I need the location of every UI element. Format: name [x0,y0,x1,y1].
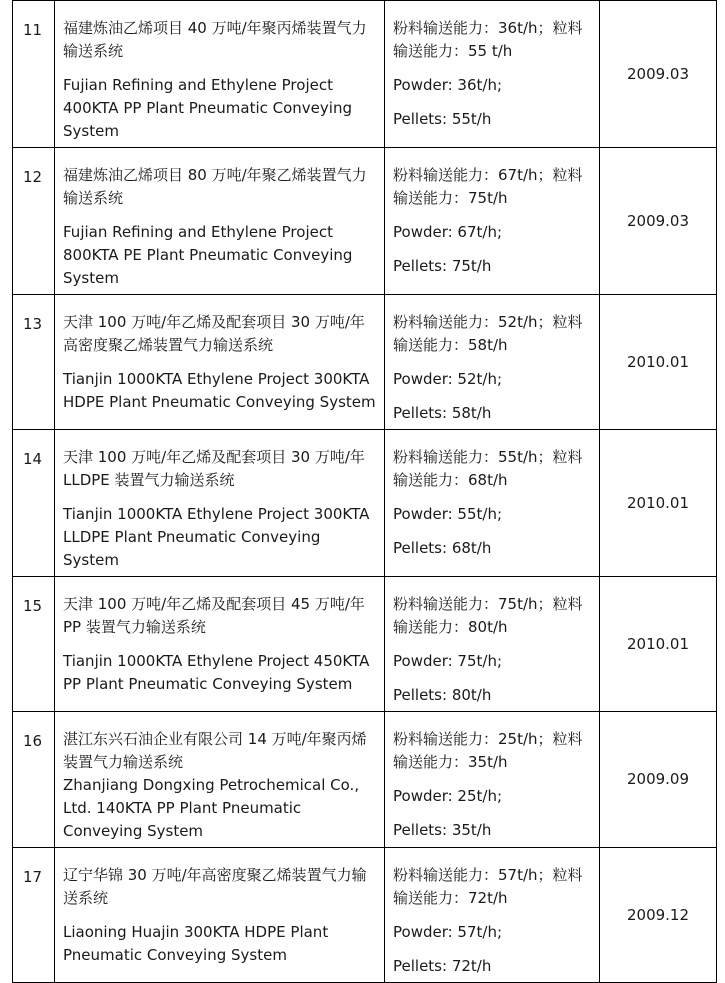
row-number: 14 [13,430,55,577]
row-number: 11 [13,1,55,148]
capacity-pellets: Pellets: 72t/h [393,957,492,975]
project-name-zh: 福建炼油乙烯项目 40 万吨/年聚丙烯装置气力输送系统 [63,19,367,60]
project-name-zh: 湛江东兴石油企业有限公司 14 万吨/年聚丙烯装置气力输送系统 [63,730,367,771]
capacity-cell [385,430,600,577]
capacity-zh: 粉料输送能力：67t/h；粒料输送能力：75t/h [393,166,583,207]
project-name-zh: 天津 100 万吨/年乙烯及配套项目 30 万吨/年高密度聚乙烯装置气力输送系统 [63,313,365,354]
table-row [13,295,717,430]
capacity-pellets: Pellets: 35t/h [393,821,492,839]
project-cell [55,430,385,577]
project-name-en: Tianjin 1000KTA Ethylene Project 300KTA LLDPE Plant Pneumatic Conveying System [63,505,370,569]
project-name-en: Zhanjiang Dongxing Petrochemical Co., Ltd. 140KTA PP Plant Pneumatic Conveying System [63,776,360,840]
project-cell [55,848,385,983]
project-name-zh: 天津 100 万吨/年乙烯及配套项目 45 万吨/年 PP 装置气力输送系统 [63,595,365,636]
table-row [13,148,717,295]
row-number: 17 [13,848,55,983]
table-row [13,577,717,712]
capacity-zh: 粉料输送能力：36t/h；粒料输送能力：55 t/h [393,19,583,60]
project-name-zh: 辽宁华锦 30 万吨/年高密度聚乙烯装置气力输送系统 [63,866,367,907]
project-name-en: Liaoning Huajin 300KTA HDPE Plant Pneumatic Conveying System [63,923,329,964]
project-name-en: Tianjin 1000KTA Ethylene Project 450KTA PP Plant Pneumatic Conveying System [63,652,370,693]
capacity-powder: Powder: 55t/h; [393,505,503,523]
row-number: 15 [13,577,55,712]
completion-date: 2009.09 [600,712,717,848]
capacity-cell [385,148,600,295]
project-cell [55,1,385,148]
project-cell [55,148,385,295]
capacity-powder: Powder: 67t/h; [393,223,503,241]
capacity-cell [385,848,600,983]
row-number: 13 [13,295,55,430]
capacity-zh: 粉料输送能力：25t/h；粒料输送能力：35t/h [393,730,583,771]
completion-date: 2010.01 [600,430,717,577]
capacity-pellets: Pellets: 58t/h [393,404,492,422]
completion-date: 2010.01 [600,295,717,430]
completion-date: 2009.12 [600,848,717,983]
capacity-cell [385,577,600,712]
capacity-powder: Powder: 36t/h; [393,76,503,94]
project-reference-table [12,0,717,983]
project-name-en: Fujian Refining and Ethylene Project 400KTA PP Plant Pneumatic Conveying System [63,76,352,140]
completion-date: 2010.01 [600,577,717,712]
table-row [13,712,717,848]
capacity-pellets: Pellets: 80t/h [393,686,492,704]
capacity-cell [385,1,600,148]
capacity-powder: Powder: 52t/h; [393,370,503,388]
row-number: 12 [13,148,55,295]
completion-date: 2009.03 [600,1,717,148]
capacity-zh: 粉料输送能力：52t/h；粒料输送能力：58t/h [393,313,583,354]
capacity-pellets: Pellets: 75t/h [393,257,492,275]
project-cell [55,577,385,712]
project-name-zh: 天津 100 万吨/年乙烯及配套项目 30 万吨/年 LLDPE 装置气力输送系统 [63,448,365,489]
capacity-cell [385,295,600,430]
project-cell [55,712,385,848]
capacity-powder: Powder: 57t/h; [393,923,503,941]
project-name-en: Fujian Refining and Ethylene Project 800KTA PE Plant Pneumatic Conveying System [63,223,353,287]
capacity-pellets: Pellets: 68t/h [393,539,492,557]
capacity-cell [385,712,600,848]
capacity-powder: Powder: 25t/h; [393,787,503,805]
table-row [13,1,717,148]
project-cell [55,295,385,430]
capacity-zh: 粉料输送能力：57t/h；粒料输送能力：72t/h [393,866,583,907]
capacity-zh: 粉料输送能力：55t/h；粒料输送能力：68t/h [393,448,583,489]
capacity-powder: Powder: 75t/h; [393,652,503,670]
project-name-zh: 福建炼油乙烯项目 80 万吨/年聚乙烯装置气力输送系统 [63,166,367,207]
row-number: 16 [13,712,55,848]
table-row [13,430,717,577]
capacity-pellets: Pellets: 55t/h [393,110,492,128]
table-row [13,848,717,983]
project-name-en: Tianjin 1000KTA Ethylene Project 300KTA HDPE Plant Pneumatic Conveying System [63,370,376,411]
capacity-zh: 粉料输送能力：75t/h；粒料输送能力：80t/h [393,595,583,636]
completion-date: 2009.03 [600,148,717,295]
